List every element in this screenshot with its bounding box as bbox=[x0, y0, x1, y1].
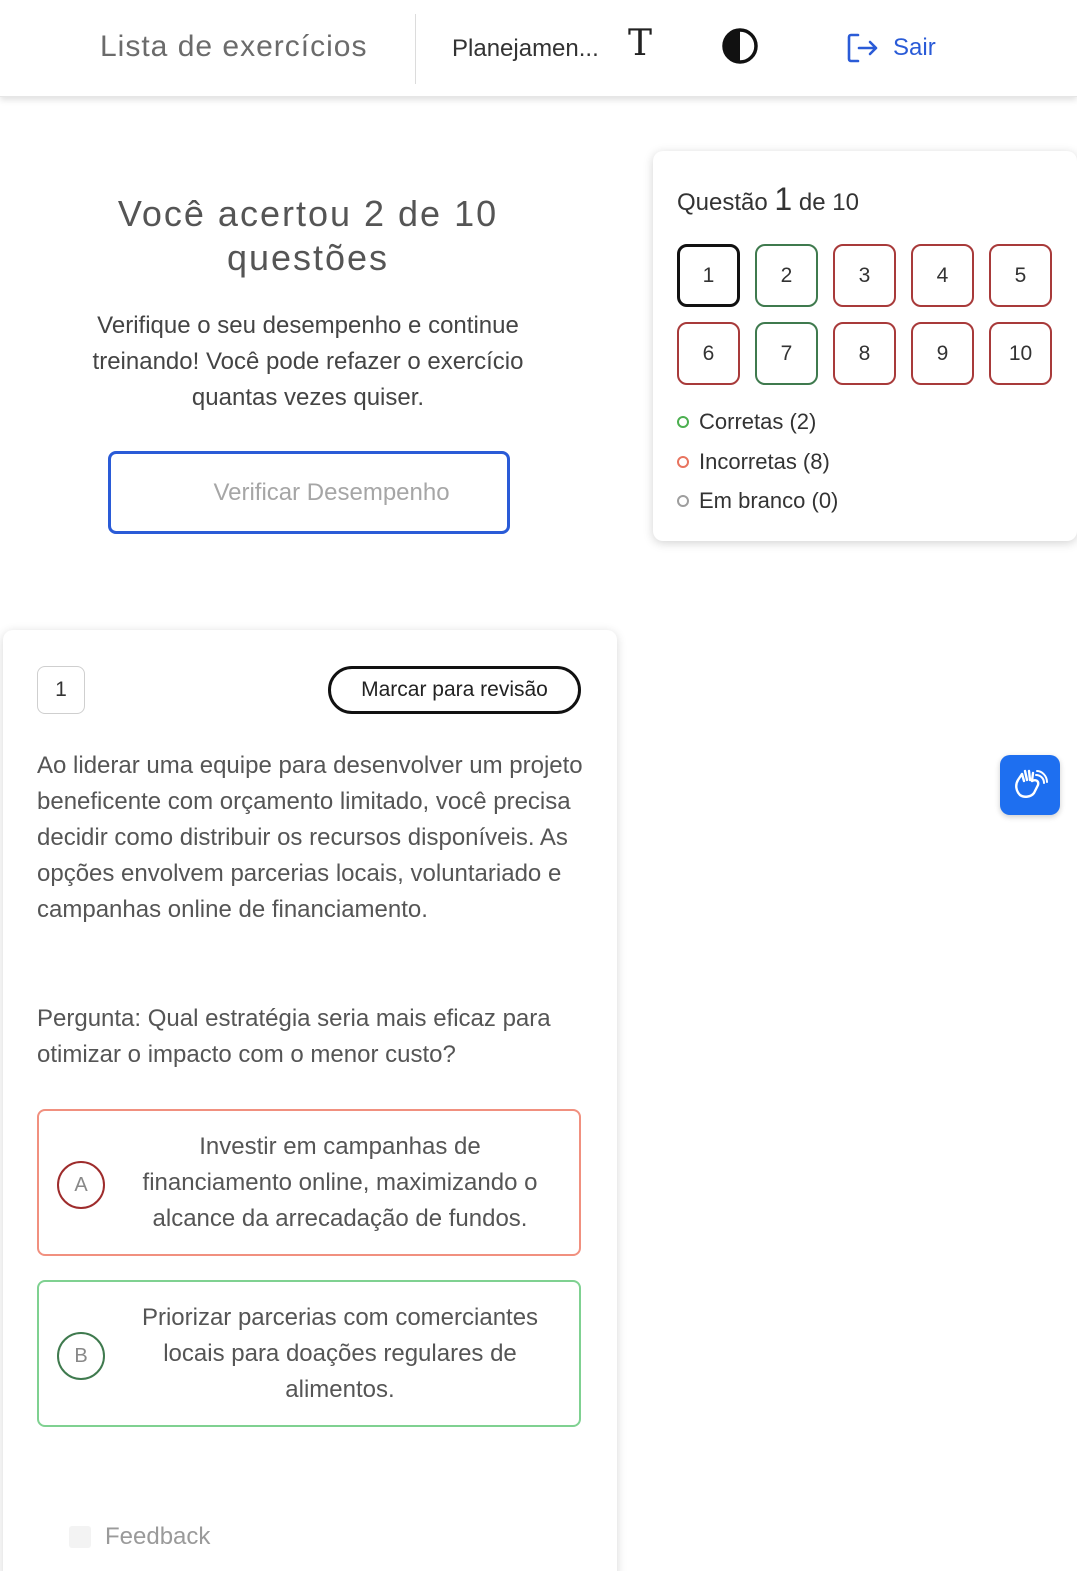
question-button-6[interactable] bbox=[677, 322, 740, 385]
option-b[interactable] bbox=[37, 1280, 581, 1427]
question-button-label: 10 bbox=[1008, 341, 1033, 365]
legend-dot bbox=[677, 416, 689, 428]
question-button-label: 6 bbox=[702, 341, 715, 365]
question-button-10[interactable] bbox=[989, 322, 1052, 385]
question-prompt: Pergunta: Qual estratégia seria mais eficaz para otimizar o impacto com o menor custo? bbox=[37, 1005, 551, 1068]
header-divider bbox=[415, 14, 416, 84]
verify-performance-label: Verificar Desempenho bbox=[213, 478, 450, 506]
question-button-7[interactable] bbox=[755, 322, 818, 385]
question-button-9[interactable] bbox=[911, 322, 974, 385]
question-button-3[interactable] bbox=[833, 244, 896, 307]
navigator-title bbox=[677, 181, 859, 218]
sign-language-icon bbox=[1010, 765, 1050, 805]
question-text: Ao liderar uma equipe para desenvolver um projeto beneficente com orçamento limitado, você precisa decidir como distribuir os recursos disponíveis. As opções envolvem parcerias locais, voluntariado e campanhas online de financiamento. bbox=[37, 752, 583, 923]
question-button-label: 8 bbox=[858, 341, 871, 365]
feedback-toggle[interactable] bbox=[69, 1523, 210, 1551]
option-letter: B bbox=[57, 1332, 105, 1380]
question-number: 1 bbox=[37, 666, 85, 714]
legend-correct bbox=[677, 409, 816, 435]
legend-dot bbox=[677, 495, 689, 507]
question-button-4[interactable] bbox=[911, 244, 974, 307]
logout-button[interactable] bbox=[845, 28, 936, 68]
question-button-label: 4 bbox=[936, 263, 949, 287]
question-button-label: 1 bbox=[702, 263, 715, 287]
legend-label: Corretas (2) bbox=[699, 409, 817, 434]
question-card bbox=[3, 630, 617, 1571]
question-button-8[interactable] bbox=[833, 322, 896, 385]
navigator-title-suffix: de 10 bbox=[798, 189, 859, 216]
sign-language-button[interactable] bbox=[1000, 755, 1060, 815]
question-button-1[interactable] bbox=[677, 244, 740, 307]
logout-icon bbox=[845, 30, 881, 66]
question-button-label: 3 bbox=[858, 263, 871, 287]
contrast-button[interactable] bbox=[720, 26, 760, 66]
feedback-icon bbox=[69, 1526, 91, 1548]
option-a[interactable] bbox=[37, 1109, 581, 1256]
question-button-label: 5 bbox=[1014, 263, 1027, 287]
legend-incorrect bbox=[677, 449, 830, 475]
legend-label: Incorretas (8) bbox=[699, 449, 830, 474]
mark-for-review-button[interactable]: Marcar para revisão bbox=[328, 666, 581, 714]
navigator-title-prefix: Questão bbox=[677, 189, 768, 216]
font-size-button[interactable]: T bbox=[627, 23, 652, 64]
option-text: Priorizar parcerias com comerciantes locais para doações regulares de alimentos. bbox=[141, 1303, 539, 1403]
option-text: Investir em campanhas de financiamento online, maximizando o alcance da arrecadação de fundos. bbox=[142, 1132, 538, 1232]
course-name: Planejamen... bbox=[452, 35, 599, 62]
app-title[interactable]: Lista de exercícios bbox=[100, 30, 368, 63]
question-button-label: 9 bbox=[936, 341, 949, 365]
logout-label: Sair bbox=[893, 34, 936, 61]
question-button-5[interactable] bbox=[989, 244, 1052, 307]
question-button-label: 7 bbox=[780, 341, 793, 365]
legend-blank bbox=[677, 488, 838, 514]
result-title: Você acertou 2 de 10 questões bbox=[117, 193, 499, 278]
contrast-icon bbox=[720, 26, 760, 66]
option-letter: A bbox=[57, 1161, 105, 1209]
feedback-label: Feedback bbox=[105, 1523, 211, 1550]
verify-performance-button[interactable] bbox=[108, 451, 510, 534]
navigator-current: 1 bbox=[774, 181, 793, 217]
legend-label: Em branco (0) bbox=[699, 488, 839, 513]
legend-dot bbox=[677, 456, 689, 468]
result-description: Verifique o seu desempenho e continue treinando! Você pode refazer o exercício quantas vezes quiser. bbox=[92, 312, 524, 411]
top-header bbox=[0, 0, 1077, 97]
question-button-2[interactable] bbox=[755, 244, 818, 307]
question-navigator bbox=[653, 151, 1077, 541]
question-button-label: 2 bbox=[780, 263, 793, 287]
